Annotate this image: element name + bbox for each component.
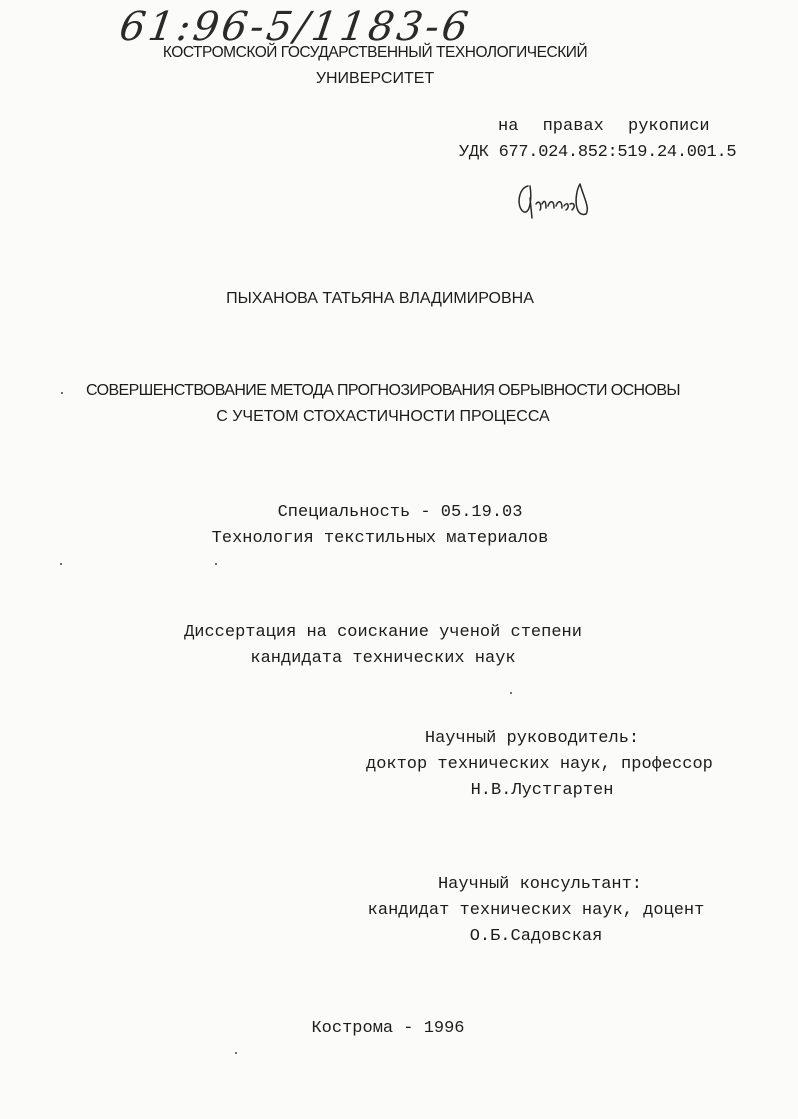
degree-statement-line2: кандидата технических наук <box>250 649 516 668</box>
udk-code: УДК 677.024.852:519.24.001.5 <box>459 143 737 162</box>
dissertation-title: СОВЕРШЕНСТВОВАНИЕ МЕТОДА ПРОГНОЗИРОВАНИЯ ОБРЫВНОСТИ ОСНОВЫ <box>86 382 680 399</box>
specialty-code: Специальность - 05.19.03 <box>277 503 523 522</box>
supervisor-degree: доктор технических наук, профессор <box>366 755 713 774</box>
specialty-name: Технология текстильных материалов <box>211 529 549 548</box>
consultant-name: О.Б.Садовская <box>469 927 603 946</box>
consultant-label: Научный консультант: <box>437 875 643 894</box>
scan-speck <box>510 692 512 694</box>
author-signature <box>510 178 610 233</box>
scan-speck <box>235 1052 237 1054</box>
scan-speck <box>215 563 217 565</box>
dissertation-title-line2: С УЧЕТОМ СТОХАСТИЧНОСТИ ПРОЦЕССА <box>216 408 550 425</box>
institution-name-line2: УНИВЕРСИТЕТ <box>315 70 435 87</box>
scan-speck <box>60 563 62 565</box>
degree-statement: Диссертация на соискание ученой степени <box>184 623 582 642</box>
institution-name: КОСТРОМСКОЙ ГОСУДАРСТВЕННЫЙ ТЕХНОЛОГИЧЕСКИЙ <box>162 44 588 61</box>
author-name: ПЫХАНОВА ТАТЬЯНА ВЛАДИМИРОВНА <box>226 290 534 307</box>
scan-speck <box>61 392 63 394</box>
archive-number-handwritten: 61:96-5/1183-6 <box>116 4 474 50</box>
consultant-degree: кандидат технических наук, доцент <box>367 901 705 920</box>
supervisor-name: Н.В.Лустгартен <box>470 781 614 800</box>
manuscript-rights: на правах рукописи <box>498 117 710 136</box>
city-and-year: Кострома - 1996 <box>311 1019 465 1038</box>
supervisor-label: Научный руководитель: <box>424 729 640 748</box>
